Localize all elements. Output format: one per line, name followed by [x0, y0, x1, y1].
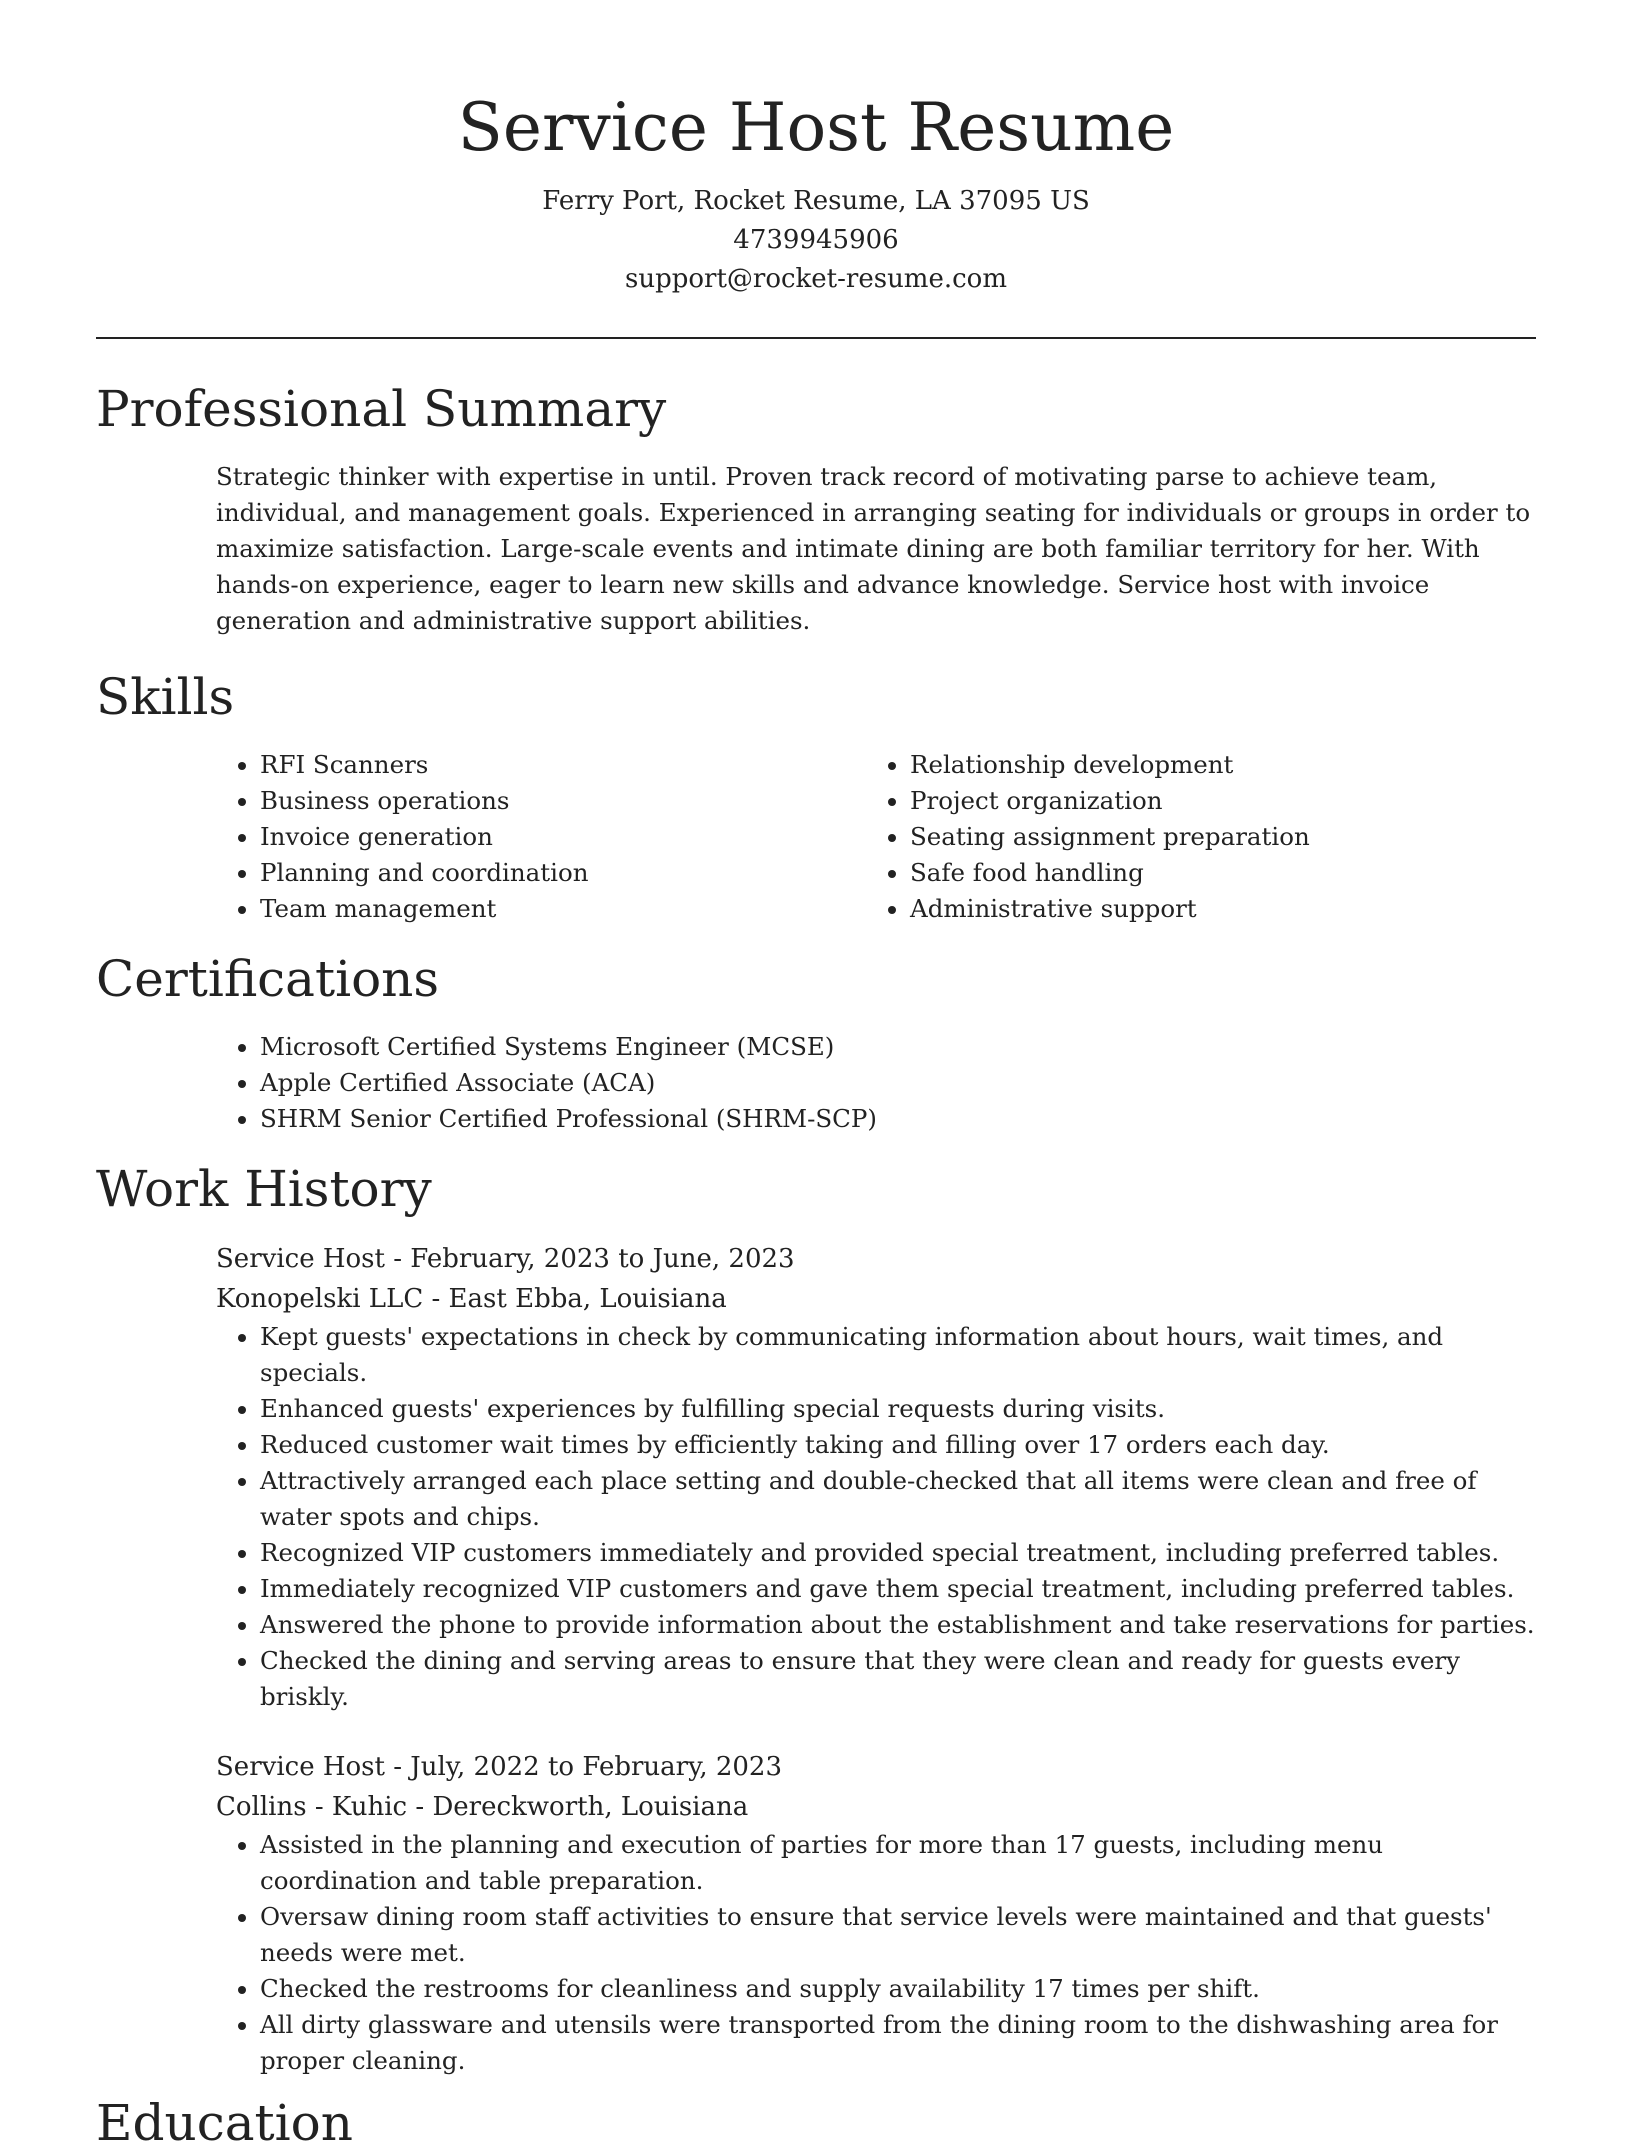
job-entry [216, 1747, 1536, 2079]
skill-item: • Relationship development [910, 747, 1516, 783]
job-dates: - February, 2023 to June, 2023 [384, 1244, 795, 1274]
job-duty-item: • Assisted in the planning and execution of parties for more than 17 guests, including menu coordination and table preparation. [260, 1827, 1536, 1899]
resume-title: Service Host Resume [457, 89, 1175, 166]
certifications-block [216, 1029, 1536, 1137]
job-title: Service Host [216, 1752, 385, 1782]
job-dates: - July, 2022 to February, 2023 [384, 1752, 783, 1782]
skill-item: • Invoice generation [260, 819, 866, 855]
skill-item: • RFI Scanners [260, 747, 866, 783]
summary-text: Strategic thinker with expertise in until. Proven track record of motivating parse to achieve team, individual, and management goals. Experienced in arranging seating for individuals or groups in order to maximize satisfaction. Large-scale events and intimate dining are both familiar territory for her. With hands-on experience, eager to learn new skills and advance knowledge. Service host with invoice generation and administrative support abilities. [216, 462, 1531, 635]
skills-list-left [216, 747, 866, 927]
job-duty-item: • All dirty glassware and utensils were transported from the dining room to the dishwashing area for proper cleaning. [260, 2007, 1536, 2079]
certification-item: • SHRM Senior Certified Professional (SHRM-SCP) [260, 1101, 1536, 1137]
contact-email: support@rocket-resume.com [624, 264, 1007, 294]
job-company: Collins - Kuhic [216, 1792, 408, 1822]
job-duties-list [216, 1827, 1536, 2079]
certifications-heading: Certifications [96, 950, 440, 1008]
job-location: - East Ebba, Louisiana [423, 1284, 727, 1314]
contact-block [96, 182, 1536, 299]
skills-column-right [866, 747, 1516, 927]
work-history-heading: Work History [96, 1160, 432, 1218]
job-duty-item: • Attractively arranged each place setting and double-checked that all items were clean and free of water spots and chips. [260, 1463, 1536, 1535]
certification-item: • Apple Certified Associate (ACA) [260, 1065, 1536, 1101]
skill-item: • Safe food handling [910, 855, 1516, 891]
skills-grid [216, 747, 1536, 927]
skill-item: • Administrative support [910, 891, 1516, 927]
skills-column-left [216, 747, 866, 927]
job-duty-item: • Checked the restrooms for cleanliness and supply availability 17 times per shift. [260, 1971, 1536, 2007]
job-duty-item: • Immediately recognized VIP customers and gave them special treatment, including preferred tables. [260, 1571, 1536, 1607]
education-heading: Education [96, 2094, 353, 2152]
contact-address: Ferry Port, Rocket Resume, LA 37095 US [542, 186, 1090, 216]
job-title: Service Host [216, 1244, 385, 1274]
skill-item: • Seating assignment preparation [910, 819, 1516, 855]
skill-item: • Project organization [910, 783, 1516, 819]
job-duty-item: • Kept guests' expectations in check by communicating information about hours, wait times, and specials. [260, 1319, 1536, 1391]
job-duties-list [216, 1319, 1536, 1715]
job-title-line [216, 1747, 1536, 1787]
job-company: Konopelski LLC [216, 1284, 424, 1314]
certifications-list [216, 1029, 1536, 1137]
job-duty-item: • Oversaw dining room staff activities to ensure that service levels were maintained and that guests' needs were met. [260, 1899, 1536, 1971]
skill-item: • Business operations [260, 783, 866, 819]
job-duty-item: • Enhanced guests' experiences by fulfilling special requests during visits. [260, 1391, 1536, 1427]
certification-item: • Microsoft Certified Systems Engineer (MCSE) [260, 1029, 1536, 1065]
skill-item: • Team management [260, 891, 866, 927]
job-title-line [216, 1239, 1536, 1279]
skills-list-right [866, 747, 1516, 927]
skill-item: • Planning and coordination [260, 855, 866, 891]
skills-heading: Skills [96, 668, 235, 726]
job-duty-item: • Reduced customer wait times by efficiently taking and filling over 17 orders each day. [260, 1427, 1536, 1463]
job-company-line [216, 1787, 1536, 1827]
resume-page [96, 0, 1536, 2153]
job-company-line [216, 1279, 1536, 1319]
header-divider [96, 337, 1536, 339]
job-duty-item: • Checked the dining and serving areas to ensure that they were clean and ready for guests every briskly. [260, 1643, 1536, 1715]
job-location: - Dereckworth, Louisiana [407, 1792, 749, 1822]
contact-phone: 4739945906 [733, 225, 899, 255]
job-duty-item: • Recognized VIP customers immediately and provided special treatment, including preferred tables. [260, 1535, 1536, 1571]
job-entry [216, 1239, 1536, 1715]
job-duty-item: • Answered the phone to provide information about the establishment and take reservations for parties. [260, 1607, 1536, 1643]
summary-heading: Professional Summary [96, 380, 667, 438]
